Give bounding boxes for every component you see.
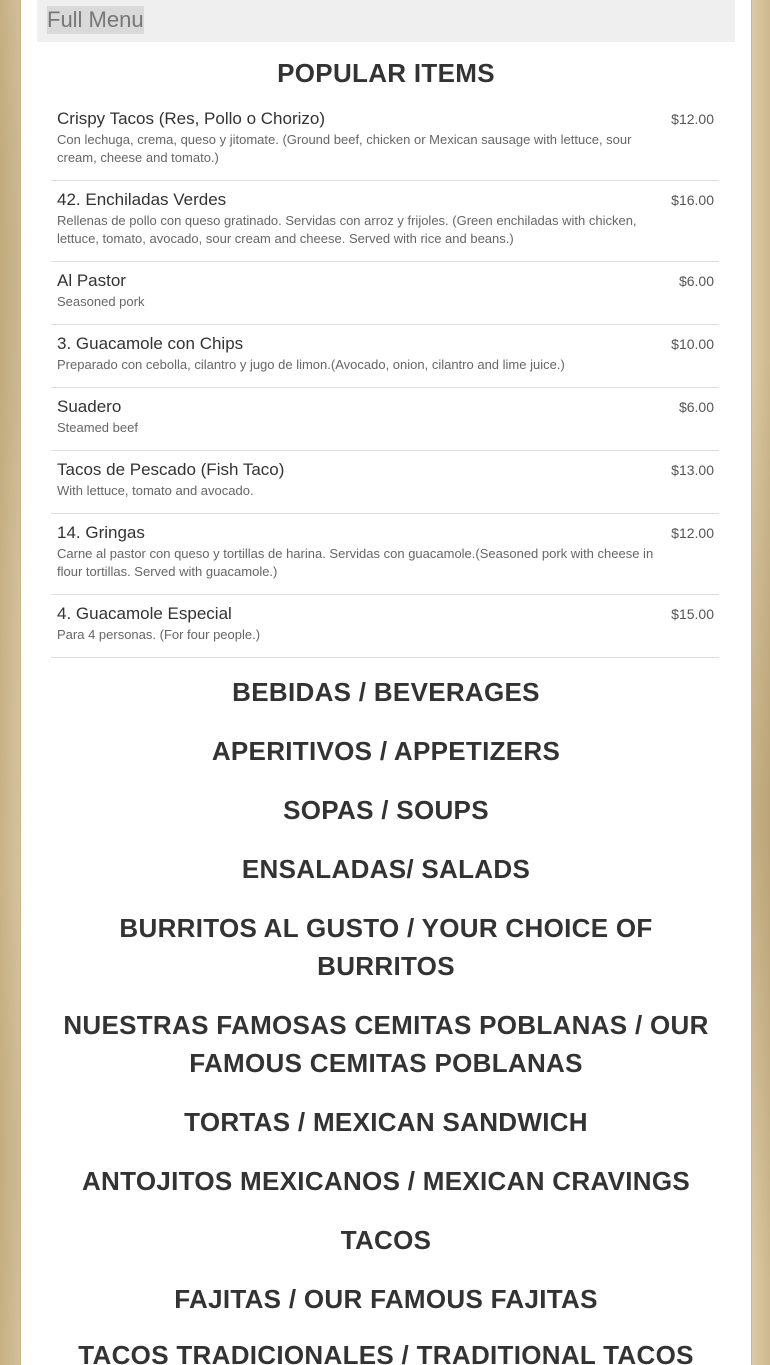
item-name: 4. Guacamole Especial: [57, 604, 232, 623]
menu-item[interactable]: [51, 514, 719, 595]
item-description: Preparado con cebolla, cilantro y jugo de limon.(Avocado, onion, cilantro and lime juice.): [57, 357, 565, 372]
category-salads[interactable]: ENSALADAS/ SALADS: [241, 854, 531, 884]
item-price: $6.00: [678, 399, 714, 415]
item-name: Al Pastor: [57, 271, 126, 290]
category-antojitos[interactable]: ANTOJITOS MEXICANOS / MEXICAN CRAVINGS: [81, 1166, 691, 1196]
item-price: $13.00: [671, 462, 714, 478]
item-description: With lettuce, tomato and avocado.: [57, 483, 254, 498]
item-name: 42. Enchiladas Verdes: [57, 190, 227, 209]
category-tortas[interactable]: TORTAS / MEXICAN SANDWICH: [184, 1107, 588, 1137]
popular-items-list: [51, 100, 719, 658]
category-burritos[interactable]: BURRITOS AL GUSTO / YOUR CHOICE OF BURRITOS: [119, 913, 653, 981]
item-description: Seasoned pork: [57, 294, 145, 309]
menu-item[interactable]: [51, 325, 719, 388]
full-menu-link[interactable]: Full Menu: [47, 7, 144, 32]
menu-item[interactable]: [51, 262, 719, 325]
item-name: Tacos de Pescado (Fish Taco): [57, 460, 285, 479]
popular-items-heading: POPULAR ITEMS: [277, 58, 495, 88]
menu-item[interactable]: [51, 100, 719, 181]
item-name: Crispy Tacos (Res, Pollo o Chorizo): [57, 109, 325, 128]
item-price: $10.00: [671, 336, 714, 352]
item-name: 3. Guacamole con Chips: [57, 334, 244, 353]
menu-item[interactable]: [51, 451, 719, 514]
category-cemitas-poblanas[interactable]: NUESTRAS FAMOSAS CEMITAS POBLANAS / OUR FAMOUS CEMITAS POBLANAS: [63, 1010, 709, 1078]
category-tacos[interactable]: TACOS: [340, 1225, 432, 1255]
item-name: Suadero: [57, 397, 122, 416]
menu-item[interactable]: [51, 388, 719, 451]
item-price: $16.00: [671, 192, 714, 208]
item-description: Para 4 personas. (For four people.): [57, 627, 261, 642]
item-description: Carne al pastor con queso y tortillas de harina. Servidas con guacamole.(Seasoned pork with cheese in flour tortillas. Served with guacamole.): [57, 546, 654, 579]
menu-page: [20, 0, 752, 1365]
full-menu-bar: [37, 0, 735, 42]
item-price: $12.00: [671, 525, 714, 541]
item-price: $6.00: [678, 273, 714, 289]
menu-item[interactable]: [51, 595, 719, 658]
menu-item[interactable]: [51, 181, 719, 262]
item-description: Steamed beef: [57, 420, 138, 435]
item-name: 14. Gringas: [57, 523, 145, 542]
item-price: $12.00: [671, 111, 714, 127]
category-beverages[interactable]: BEBIDAS / BEVERAGES: [232, 677, 540, 707]
category-traditional-tacos[interactable]: TACOS TRADICIONALES / TRADITIONAL TACOS: [78, 1340, 694, 1365]
category-appetizers[interactable]: APERITIVOS / APPETIZERS: [211, 736, 561, 766]
item-description: Con lechuga, crema, queso y jitomate. (Ground beef, chicken or Mexican sausage with lettuce, sour cream, cheese and tomato.): [57, 132, 632, 165]
item-price: $15.00: [671, 606, 714, 622]
item-description: Rellenas de pollo con queso gratinado. Servidas con arroz y frijoles. (Green enchiladas with chicken, lettuce, tomato, avocado, sour cream and cheese. Served with rice and beans.): [57, 213, 637, 246]
category-soups[interactable]: SOPAS / SOUPS: [283, 795, 489, 825]
category-fajitas[interactable]: FAJITAS / OUR FAMOUS FAJITAS: [174, 1284, 598, 1314]
